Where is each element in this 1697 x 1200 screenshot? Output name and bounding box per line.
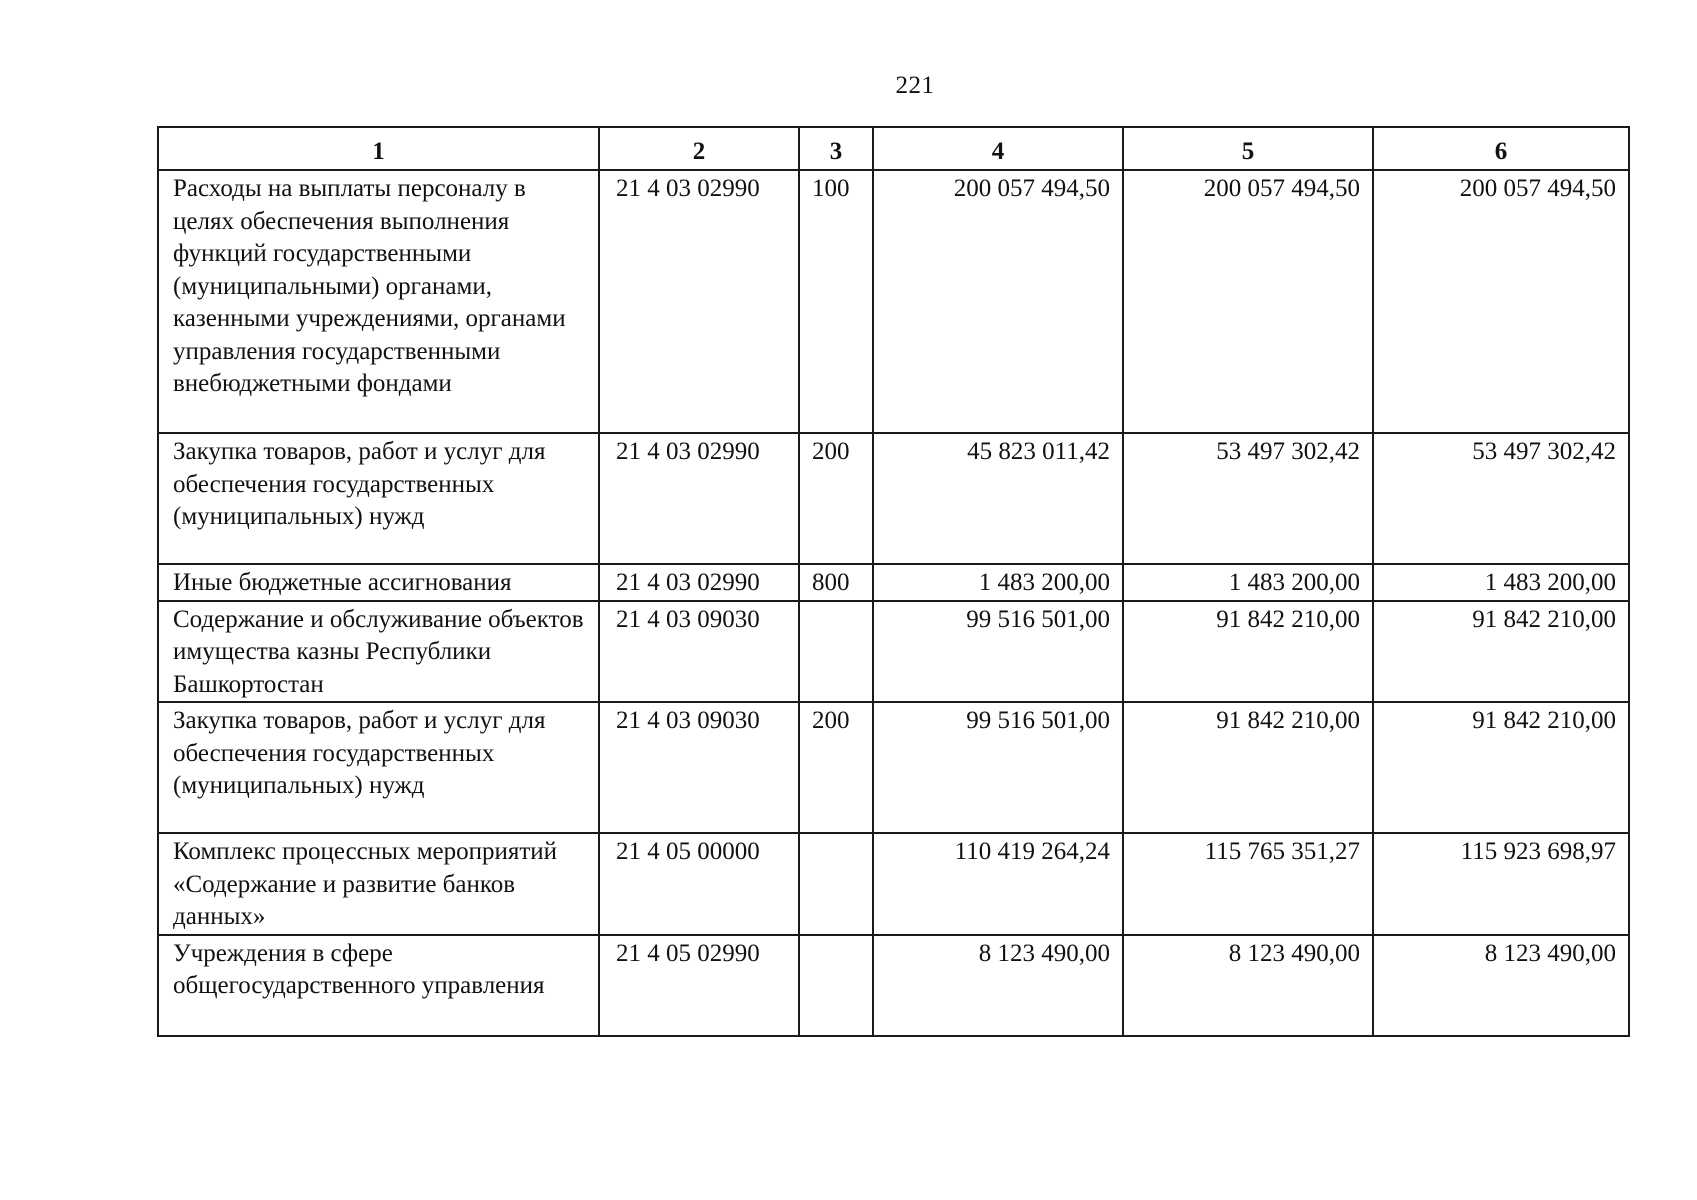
expense-type	[799, 935, 873, 1036]
amount-col-6: 53 497 302,42	[1373, 433, 1629, 564]
target-code: 21 4 03 09030	[599, 702, 799, 833]
expense-name: Содержание и обслуживание объектов имущества казны Республики Башкортостан	[158, 601, 599, 703]
amount-col-4: 45 823 011,42	[873, 433, 1123, 564]
amount-col-4: 8 123 490,00	[873, 935, 1123, 1036]
amount-col-5: 8 123 490,00	[1123, 935, 1373, 1036]
amount-col-4: 99 516 501,00	[873, 601, 1123, 703]
column-header-6: 6	[1373, 127, 1629, 170]
column-header-2: 2	[599, 127, 799, 170]
amount-col-4: 1 483 200,00	[873, 564, 1123, 601]
expense-type	[799, 833, 873, 935]
target-code: 21 4 03 02990	[599, 433, 799, 564]
table-row	[158, 833, 1629, 935]
target-code: 21 4 03 02990	[599, 564, 799, 601]
expense-name: Иные бюджетные ассигнования	[158, 564, 599, 601]
table-row	[158, 433, 1629, 564]
target-code: 21 4 03 09030	[599, 601, 799, 703]
amount-col-6: 91 842 210,00	[1373, 601, 1629, 703]
amount-col-6: 115 923 698,97	[1373, 833, 1629, 935]
table-row	[158, 170, 1629, 433]
amount-col-4: 99 516 501,00	[873, 702, 1123, 833]
expense-name: Комплекс процессных мероприятий «Содержание и развитие банков данных»	[158, 833, 599, 935]
expense-name: Закупка товаров, работ и услуг для обеспечения государственных (муниципальных) нужд	[158, 702, 599, 833]
target-code: 21 4 05 00000	[599, 833, 799, 935]
amount-col-6: 8 123 490,00	[1373, 935, 1629, 1036]
table-header	[158, 127, 1629, 170]
expense-type: 200	[799, 702, 873, 833]
amount-col-6: 200 057 494,50	[1373, 170, 1629, 433]
expense-name: Учреждения в сфере общегосударственного управления	[158, 935, 599, 1036]
page-number: 221	[895, 72, 935, 99]
table-row	[158, 564, 1629, 601]
column-header-1: 1	[158, 127, 599, 170]
column-header-4: 4	[873, 127, 1123, 170]
table-row	[158, 601, 1629, 703]
amount-col-5: 115 765 351,27	[1123, 833, 1373, 935]
budget-table	[157, 126, 1630, 1037]
expense-name: Расходы на выплаты персоналу в целях обеспечения выполнения функций государственными (муниципальными) органами, казенными учреждениями, органами управления государственными внебюджетными фондами	[158, 170, 599, 433]
amount-col-5: 91 842 210,00	[1123, 702, 1373, 833]
header-row	[158, 127, 1629, 170]
amount-col-6: 91 842 210,00	[1373, 702, 1629, 833]
expense-type	[799, 601, 873, 703]
table-row	[158, 935, 1629, 1036]
amount-col-5: 1 483 200,00	[1123, 564, 1373, 601]
amount-col-5: 200 057 494,50	[1123, 170, 1373, 433]
expense-name: Закупка товаров, работ и услуг для обеспечения государственных (муниципальных) нужд	[158, 433, 599, 564]
amount-col-5: 53 497 302,42	[1123, 433, 1373, 564]
table-body	[158, 170, 1629, 1036]
table-row	[158, 702, 1629, 833]
expense-type: 800	[799, 564, 873, 601]
expense-type: 200	[799, 433, 873, 564]
amount-col-6: 1 483 200,00	[1373, 564, 1629, 601]
amount-col-4: 110 419 264,24	[873, 833, 1123, 935]
expense-type: 100	[799, 170, 873, 433]
column-header-3: 3	[799, 127, 873, 170]
column-header-5: 5	[1123, 127, 1373, 170]
target-code: 21 4 05 02990	[599, 935, 799, 1036]
target-code: 21 4 03 02990	[599, 170, 799, 433]
amount-col-5: 91 842 210,00	[1123, 601, 1373, 703]
amount-col-4: 200 057 494,50	[873, 170, 1123, 433]
